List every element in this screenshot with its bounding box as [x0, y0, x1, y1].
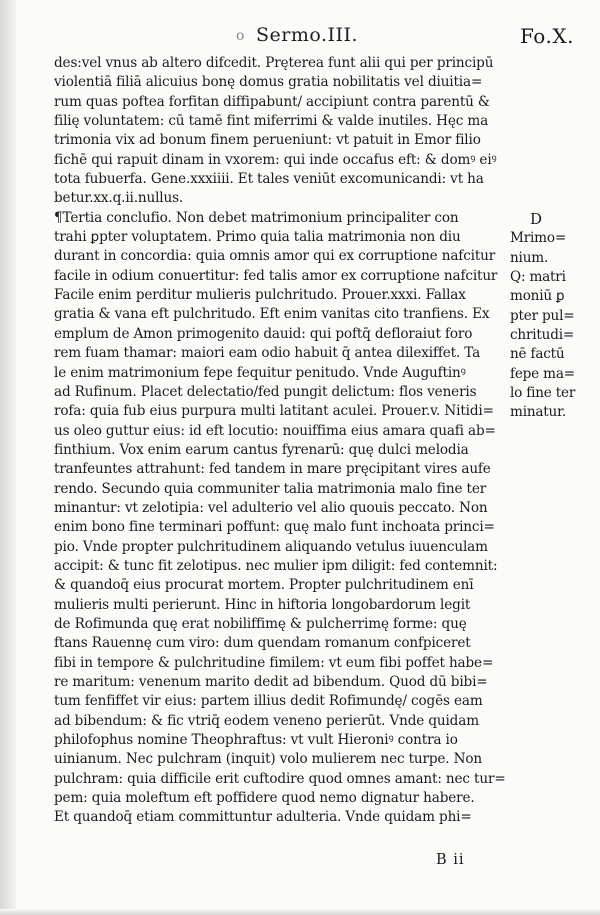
- running-title: Sermo.III.: [256, 24, 359, 46]
- text-line: emplum de Amon primogenito dauid: qui poftq̄ defloraiut foro: [54, 325, 473, 342]
- text-line: durant in concordia: quia omnis amor qui ex corruptione nafcitur: [54, 248, 496, 265]
- text-line: minantur: vt zelotipia: vel adulterio vel alio quouis peccato. Non: [54, 499, 488, 516]
- text-line: tranfeuntes attrahunt: fed tandem in mare pręcipitant vires aufe: [54, 461, 491, 478]
- text-line: enim bono fine terminari poffunt: quę malo funt inchoata princi=: [54, 519, 495, 536]
- text-line: pem: quia moleftum eft poffidere quod nemo dignatur habere.: [54, 790, 475, 807]
- marginal-line: pter pul=: [510, 307, 575, 324]
- marginal-line: chritudi=: [510, 327, 575, 344]
- marginal-initial: D: [530, 210, 542, 228]
- text-line: trahi ꝑpter voluptatem. Primo quia talia matrimonia non diu: [54, 229, 461, 246]
- text-line: betur.xx.q.ii.nullus.: [54, 190, 184, 207]
- text-line: trimonia vix ad bonum finem perueniunt: vt patuit in Emor filio: [54, 132, 481, 149]
- marginal-line: nium.: [510, 249, 549, 266]
- folio-number: Fo.X.: [520, 24, 574, 48]
- text-line: filię voluntatem: cū tamē fint miferrimi & valde inutiles. Hęc ma: [54, 113, 489, 130]
- text-line: le enim matrimonium fepe fequitur penitudo. Vnde Auguftinꝰ: [54, 364, 466, 381]
- text-line: Et quandoq̄ etiam committuntur adulteria. Vnde quidam phi=: [54, 809, 472, 826]
- text-line: ¶Tertia conclufio. Non debet matrimonium principaliter con: [54, 209, 459, 226]
- text-line: de Rofimunda quę erat nobiliffimę & pulcherrimę forme: quę: [54, 615, 467, 632]
- header-ornament: o: [236, 28, 245, 44]
- marginal-line: fepe ma=: [510, 365, 575, 382]
- text-line: fibi in tempore & pulchritudine fimilem: vt eum fibi poffet habe=: [54, 654, 494, 671]
- text-line: & quandoq̄ eius procurat mortem. Propter pulchritudinem enī: [54, 577, 474, 594]
- marginal-line: nē factū: [510, 346, 565, 363]
- marginal-line: minatur.: [510, 404, 567, 421]
- text-line: Facile enim perditur mulieris pulchritudo. Prouer.xxxi. Fallax: [54, 287, 466, 304]
- text-line: violentiā filiā alicuius bonę domus gratia nobilitatis vel diuitia=: [54, 74, 483, 91]
- text-line: uinianum. Nec pulchram (inquit) volo mulierem nec turpe. Non: [54, 751, 483, 768]
- main-text-block: [54, 54, 508, 828]
- text-line: ftans Rauennę cum viro: dum quendam romanum confpiceret: [54, 635, 471, 652]
- page-header: [0, 24, 600, 52]
- text-line: accipit: & tunc fit zelotipus. nec mulier ipm diligit: fed contemnit:: [54, 557, 498, 574]
- text-line: mulieris multi perierunt. Hinc in hiftoria longobardorum legit: [54, 596, 471, 613]
- text-line: gratia & vana eft pulchritudo. Eft enim vanitas cito tranfiens. Ex: [54, 306, 490, 323]
- marginal-line: Mrimo=: [510, 230, 567, 247]
- text-line: rofa: quia fub eius purpura multi latitant aculei. Prouer.v. Nitidi=: [54, 403, 494, 420]
- page-gutter-shadow: [0, 0, 16, 915]
- marginal-line: Q: matri: [510, 269, 566, 286]
- text-line: ad Rufinum. Placet delectatio/fed pungit delictum: flos veneris: [54, 383, 477, 400]
- text-line: rendo. Secundo quia communiter talia matrimonia malo fine ter: [54, 480, 487, 497]
- text-line: tum fenfiffet vir eius: partem illius dedit Rofimundę/ cogēs eam: [54, 693, 483, 710]
- text-line: facile in odium conuertitur: fed talis amor ex corruptione nafcitur: [54, 267, 498, 284]
- text-line: re maritum: venenum marito dedit ad bibendum. Quod dū bibi=: [54, 674, 488, 690]
- text-line: fichē qui rapuit dinam in vxorem: qui inde occafus eft: & domꝰ eiꝰ: [54, 151, 497, 168]
- text-line: finthium. Vox enim earum cantus fyrenarū: quę dulci melodia: [54, 441, 469, 458]
- marginal-note: [510, 210, 596, 423]
- text-line: rem fuam thamar: maiori eam odio habuit q̄ antea dilexiffet. Ta: [54, 345, 481, 362]
- marginal-line: lo fine ter: [510, 385, 576, 402]
- signature-mark: B ii: [436, 852, 465, 868]
- text-line: pulchram: quia difficile erit cuftodire quod omnes amant: nec tur=: [54, 770, 506, 787]
- text-line: des:vel vnus ab altero difcedit. Pręterea funt alii qui per principū: [54, 55, 494, 71]
- marginal-line: moniū ꝑ: [510, 288, 565, 305]
- text-line: pio. Vnde propter pulchritudinem aliquando vetulus iuuenculam: [54, 538, 488, 555]
- text-line: ad bibendum: & fic vtriq̄ eodem veneno perierūt. Vnde quidam: [54, 712, 479, 729]
- text-line: tota fubuerfa. Gene.xxxiiii. Et tales veniūt excomunicandi: vt ha: [54, 171, 484, 188]
- page-bottom-edge: [0, 909, 600, 915]
- text-line: philofophus nomine Theophraftus: vt vult Hieroniꝰ contra io: [54, 732, 458, 749]
- text-line: rum quas poftea forfitan diffipabunt/ accipiunt contra parentū &: [54, 93, 490, 110]
- text-line: us oleo guttur eius: id eft locutio: nouiffima eius amara quafi ab=: [54, 422, 496, 439]
